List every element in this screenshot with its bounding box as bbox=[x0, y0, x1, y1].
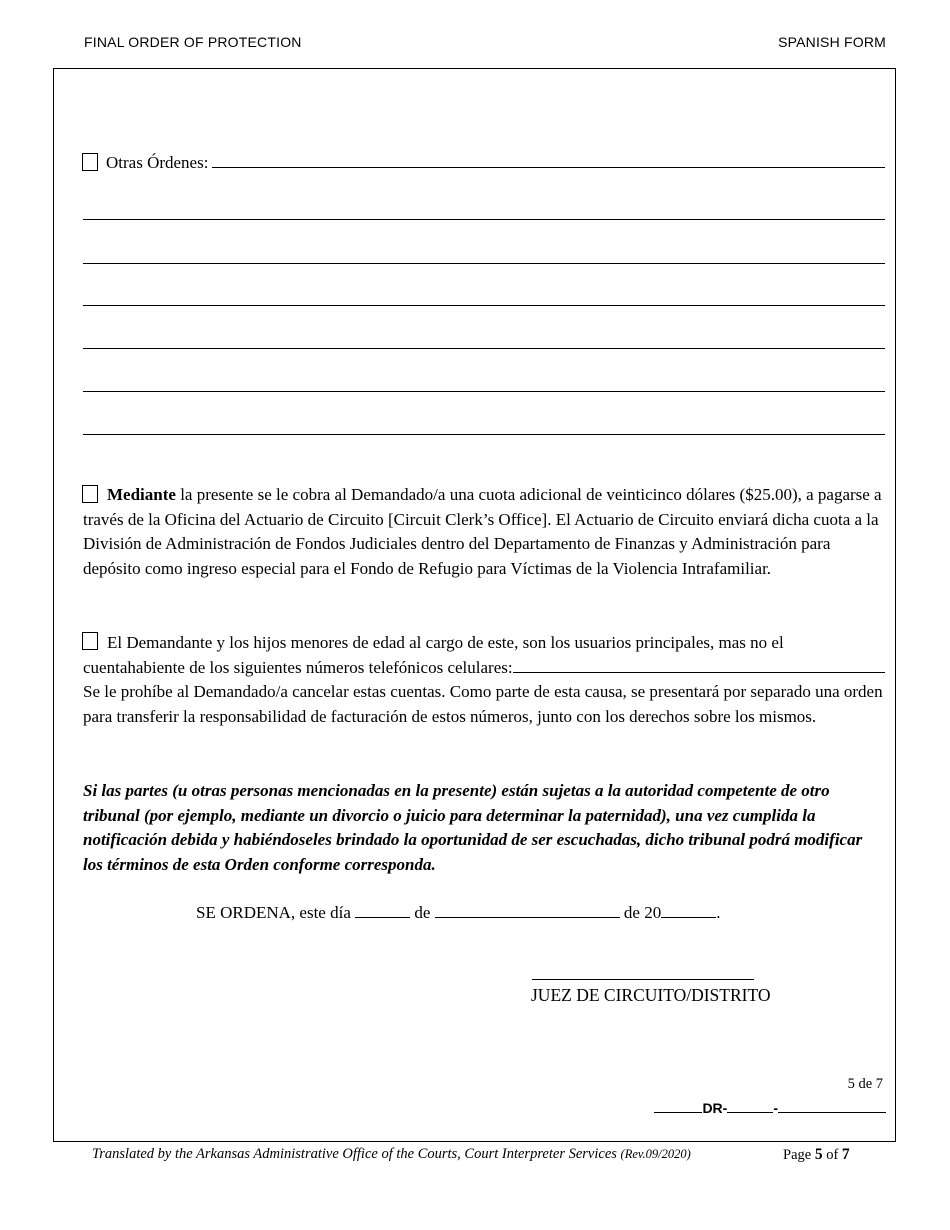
mediante-bold-word: Mediante bbox=[107, 485, 176, 504]
otras-ordenes-line[interactable] bbox=[83, 348, 885, 349]
otras-ordenes-line[interactable] bbox=[83, 391, 885, 392]
footer-page-prefix: Page bbox=[783, 1147, 815, 1163]
header-form-type: SPANISH FORM bbox=[778, 34, 886, 50]
judge-signature-line[interactable] bbox=[532, 979, 754, 980]
month-blank[interactable] bbox=[435, 903, 620, 918]
se-ordena-text-2: de bbox=[410, 903, 435, 922]
case-dash: - bbox=[773, 1100, 778, 1116]
footer-page-num: 5 bbox=[814, 1146, 823, 1163]
demandante-text: Se le prohíbe al Demandado/a cancelar estas cuentas. Como parte de esta causa, se presentará por separado una orden para transferir la responsabilidad de facturación de estos números, junto con los derechos sobre los mismos. bbox=[83, 682, 883, 726]
year-blank[interactable] bbox=[661, 903, 716, 918]
footer-page-of: of bbox=[822, 1147, 842, 1163]
footer-page bbox=[783, 1146, 850, 1164]
otras-ordenes-row bbox=[106, 153, 885, 173]
footer-translated: Translated by the Arkansas Administrative Office of the Courts, Court Interpreter Services bbox=[92, 1146, 617, 1162]
page-count: 5 de 7 bbox=[847, 1076, 883, 1092]
footer-translation-note bbox=[92, 1146, 691, 1163]
phone-numbers-blank[interactable] bbox=[513, 658, 885, 673]
demandante-paragraph bbox=[83, 631, 885, 729]
case-suffix-blank[interactable] bbox=[778, 1098, 886, 1113]
se-ordena-text-1: SE ORDENA, este día bbox=[196, 903, 356, 922]
form-frame bbox=[53, 68, 896, 1142]
mediante-paragraph bbox=[83, 483, 885, 581]
footer-revision: (Rev.09/2020) bbox=[620, 1147, 691, 1161]
otras-ordenes-line[interactable] bbox=[83, 263, 885, 264]
demandante-line2: cuentahabiente de los siguientes números telefónicos celulares: bbox=[83, 657, 513, 677]
footer-page-total: 7 bbox=[841, 1146, 850, 1163]
otras-ordenes-line[interactable] bbox=[83, 305, 885, 306]
demandante-line2-row bbox=[83, 656, 885, 681]
header-title: FINAL ORDER OF PROTECTION bbox=[84, 34, 302, 50]
otras-ordenes-checkbox[interactable] bbox=[82, 153, 98, 171]
otras-ordenes-label: Otras Órdenes: bbox=[106, 153, 209, 172]
day-blank[interactable] bbox=[355, 903, 410, 918]
se-ordena-line bbox=[196, 903, 720, 923]
otras-ordenes-line[interactable] bbox=[83, 219, 885, 220]
otras-ordenes-line[interactable] bbox=[83, 434, 885, 435]
otras-ordenes-blank[interactable] bbox=[212, 153, 885, 168]
case-middle-blank[interactable] bbox=[727, 1098, 773, 1113]
mediante-text: la presente se le cobra al Demandado/a una cuota adicional de veinticinco dólares ($25.00), a pagarse a través de la Oficina del Actuario de Circuito [Circuit Clerk’s Office]. El Actuario de Circuito enviará dicha cuota a la División de Administración de Fondos Judiciales dentro del Departamento de Finanzas y Administración para depósito como ingreso especial para el Fondo de Refugio para Víctimas de la Violencia Intrafamiliar. bbox=[83, 485, 882, 578]
demandante-line1: El Demandante y los hijos menores de edad al cargo de este, son los usuarios principales, mas no el bbox=[107, 633, 784, 652]
jurisdiction-notice: Si las partes (u otras personas mencionadas en la presente) están sujetas a la autoridad competente de otro tribunal (por ejemplo, mediante un divorcio o juicio para determinar la paternidad), una vez cumplida la notificación debida y habiéndoseles brindado la oportunidad de ser escuchadas, dicho tribunal podrá modificar los términos de esta Orden conforme corresponda. bbox=[83, 781, 863, 874]
case-number bbox=[654, 1098, 886, 1116]
case-dr-label: DR- bbox=[702, 1100, 728, 1116]
se-ordena-text-4: . bbox=[716, 903, 721, 922]
se-ordena-text-3: de 20 bbox=[619, 903, 662, 922]
case-prefix-blank[interactable] bbox=[654, 1098, 702, 1113]
judge-title: JUEZ DE CIRCUITO/DISTRITO bbox=[531, 985, 771, 1005]
